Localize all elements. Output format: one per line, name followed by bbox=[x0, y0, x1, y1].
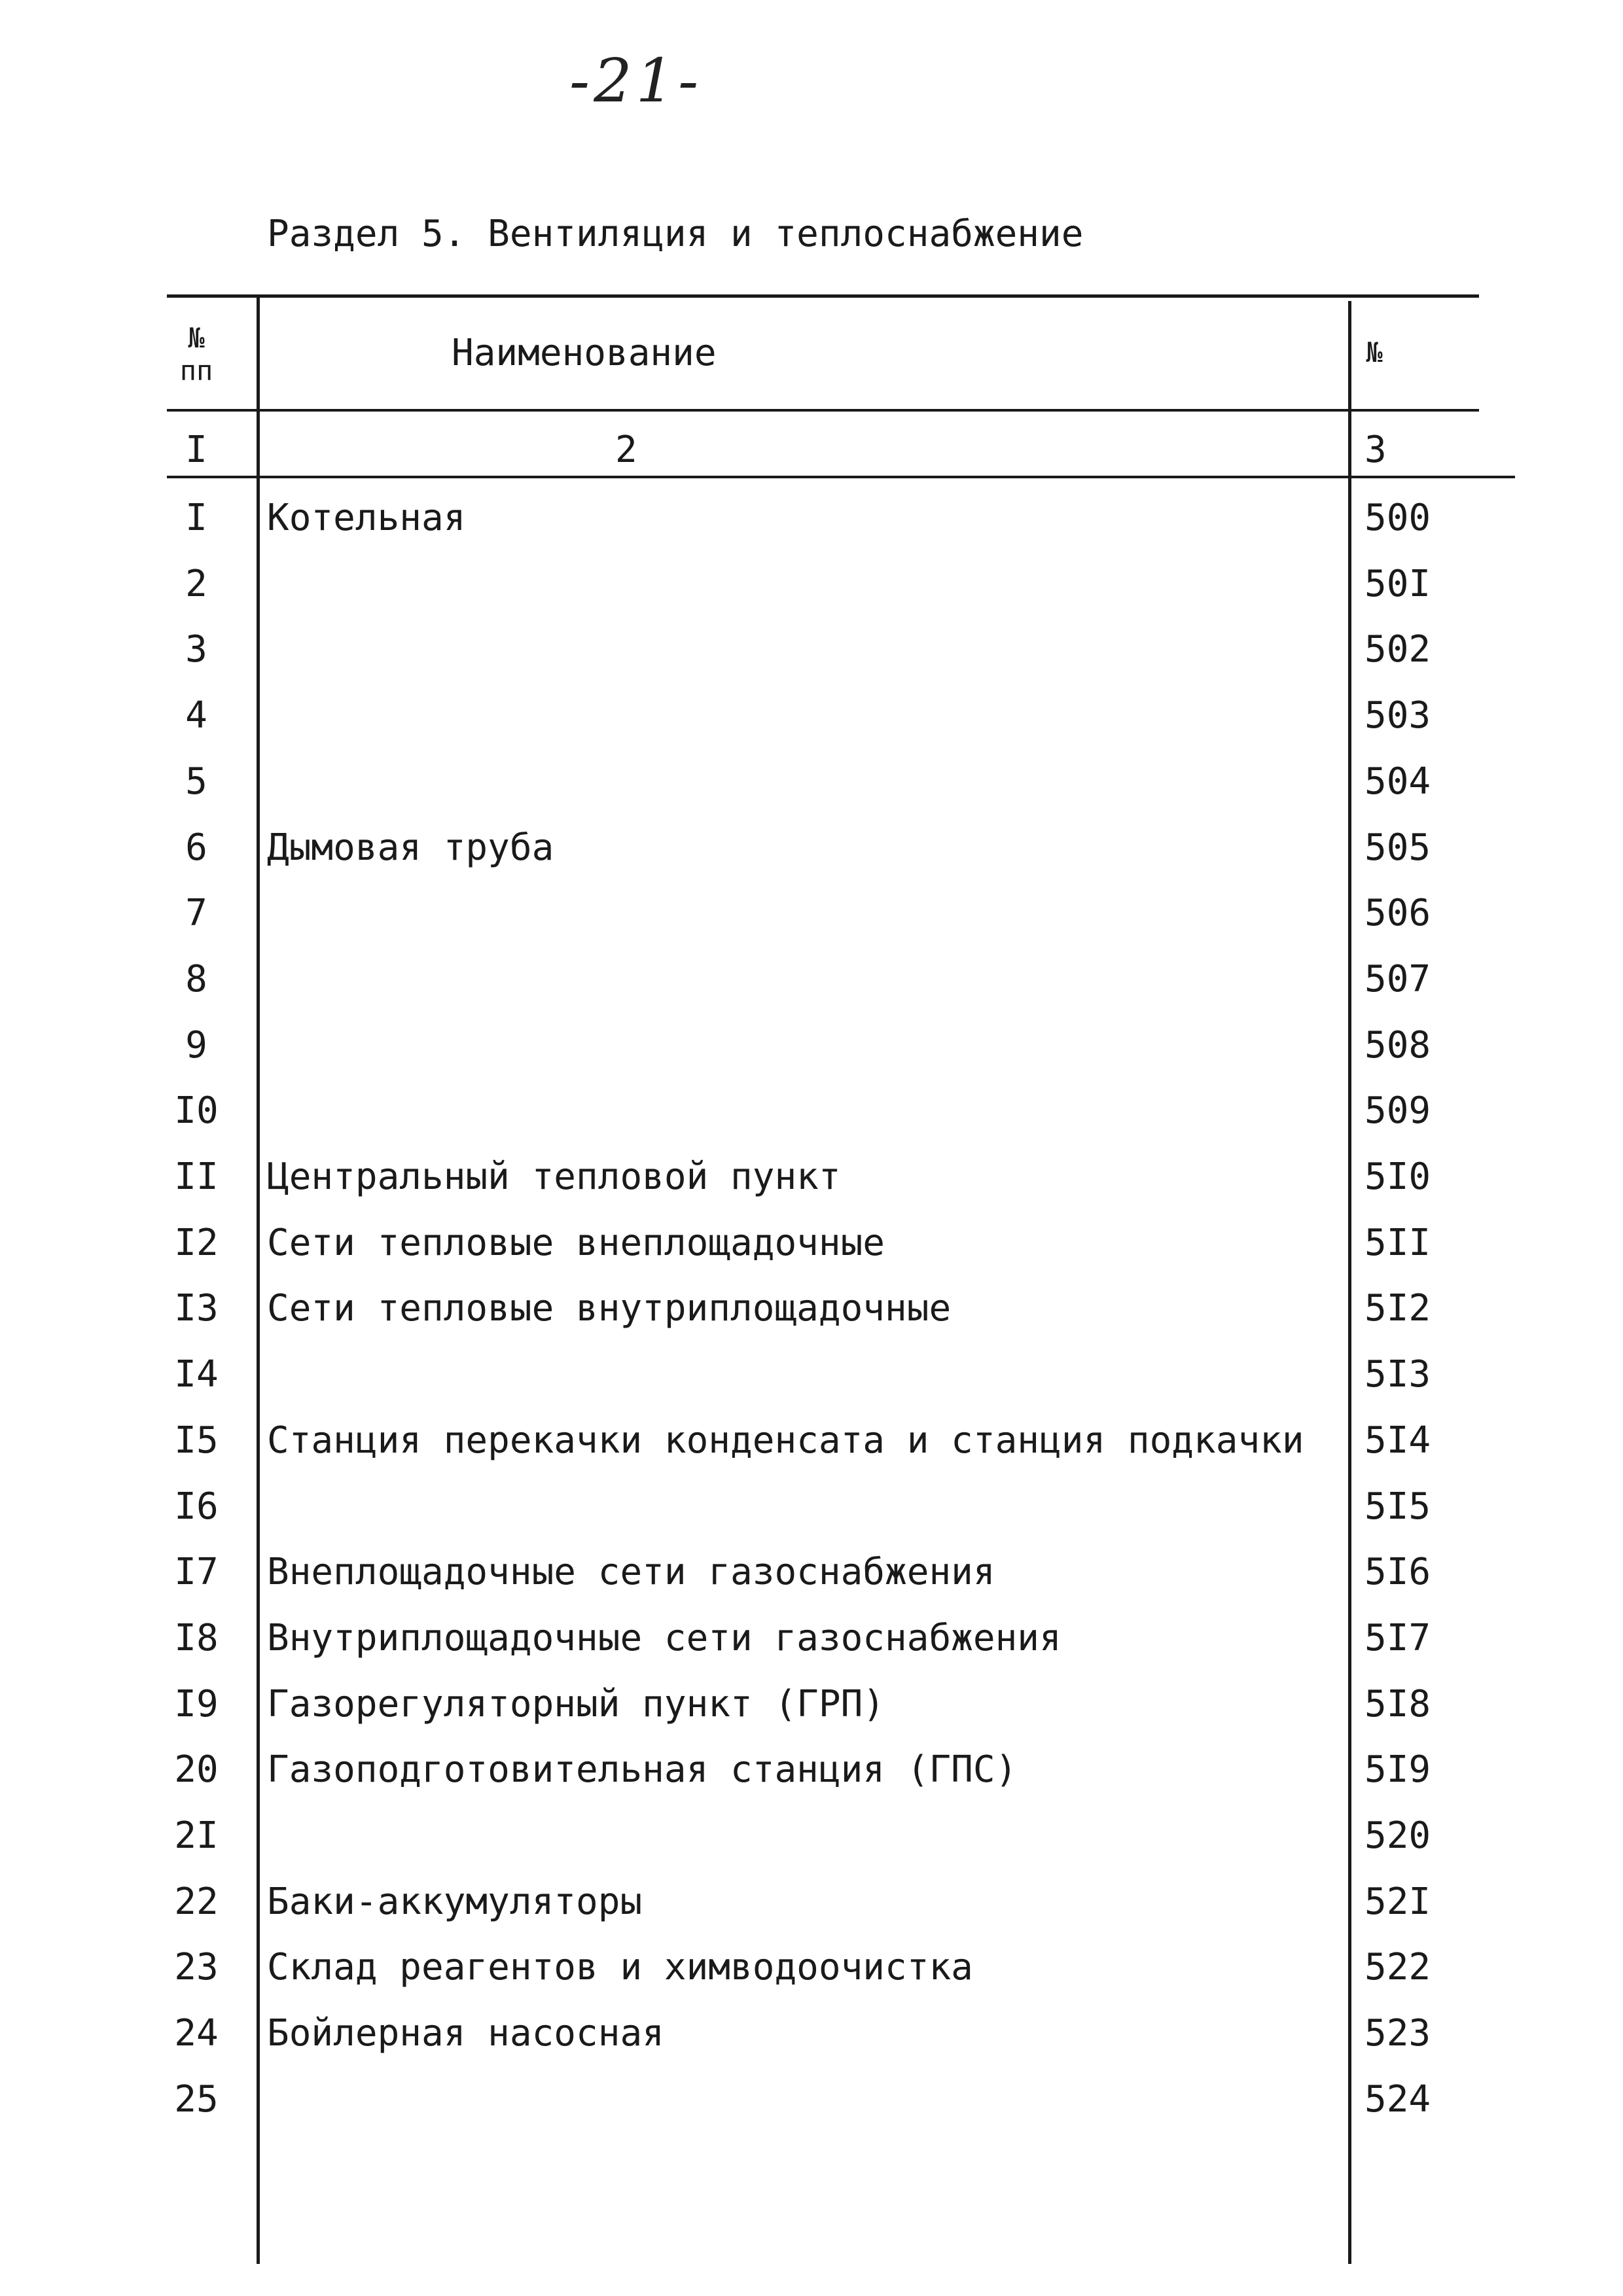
row-number: 25 bbox=[174, 2078, 219, 2121]
row-number: 2 bbox=[185, 563, 207, 605]
row-name: Внутриплощадочные сети газоснабжения bbox=[267, 1617, 1061, 1659]
row-code: 508 bbox=[1364, 1024, 1431, 1067]
row-code: 524 bbox=[1364, 2078, 1431, 2121]
row-code: 503 bbox=[1364, 694, 1431, 737]
row-code: 52I bbox=[1364, 1881, 1431, 1923]
row-name: Котельная bbox=[267, 497, 466, 539]
row-number: 23 bbox=[174, 1946, 219, 1988]
row-number: 22 bbox=[174, 1881, 219, 1923]
column-number-3: 3 bbox=[1364, 429, 1387, 471]
column-numbers-rule bbox=[167, 476, 1515, 478]
row-code: 506 bbox=[1364, 892, 1431, 934]
row-number: I3 bbox=[174, 1287, 219, 1330]
column-number-2: 2 bbox=[615, 429, 637, 471]
row-code: 505 bbox=[1364, 826, 1431, 869]
row-number: I0 bbox=[174, 1089, 219, 1132]
row-number: I2 bbox=[174, 1222, 219, 1264]
row-code: 5I2 bbox=[1364, 1287, 1431, 1330]
row-name: Внеплощадочные сети газоснабжения bbox=[267, 1551, 995, 1593]
header-num-line2: пп bbox=[179, 355, 213, 387]
vertical-rule-right bbox=[1348, 301, 1351, 2264]
row-code: 5II bbox=[1364, 1222, 1431, 1264]
row-code: 5I9 bbox=[1364, 1748, 1431, 1791]
row-code: 5I3 bbox=[1364, 1353, 1431, 1396]
row-code: 507 bbox=[1364, 958, 1431, 1000]
row-number: 6 bbox=[185, 826, 207, 869]
row-code: 5I7 bbox=[1364, 1617, 1431, 1659]
row-number: 4 bbox=[185, 694, 207, 737]
section-title: Раздел 5. Вентиляция и теплоснабжение bbox=[267, 213, 1084, 255]
row-number: 8 bbox=[185, 958, 207, 1000]
row-number: I7 bbox=[174, 1551, 219, 1593]
column-number-1: I bbox=[185, 429, 207, 471]
row-number: 20 bbox=[174, 1748, 219, 1791]
row-code: 50I bbox=[1364, 563, 1431, 605]
header-num-line1: № bbox=[188, 322, 205, 354]
row-number: 9 bbox=[185, 1024, 207, 1067]
row-name: Газорегуляторный пункт (ГРП) bbox=[267, 1683, 885, 1725]
row-number: I6 bbox=[174, 1485, 219, 1528]
row-code: 523 bbox=[1364, 2012, 1431, 2055]
header-name: Наименование bbox=[452, 332, 717, 374]
row-number: I8 bbox=[174, 1617, 219, 1659]
row-code: 502 bbox=[1364, 628, 1431, 671]
row-name: Дымовая труба bbox=[267, 826, 554, 869]
row-name: Газоподготовительная станция (ГПС) bbox=[267, 1748, 1018, 1791]
row-number: I9 bbox=[174, 1683, 219, 1725]
row-number: 2I bbox=[174, 1814, 219, 1857]
table-top-rule bbox=[167, 294, 1479, 298]
row-number: II bbox=[174, 1156, 219, 1198]
row-name: Баки-аккумуляторы bbox=[267, 1881, 643, 1923]
row-name: Сети тепловые внутриплощадочные bbox=[267, 1287, 952, 1330]
row-number: 3 bbox=[185, 628, 207, 671]
row-code: 5I4 bbox=[1364, 1419, 1431, 1462]
row-code: 500 bbox=[1364, 497, 1431, 539]
row-code: 5I5 bbox=[1364, 1485, 1431, 1528]
row-code: 520 bbox=[1364, 1814, 1431, 1857]
row-code: 5I0 bbox=[1364, 1156, 1431, 1198]
row-number: I bbox=[185, 497, 207, 539]
header-code: № bbox=[1366, 336, 1383, 368]
row-number: I4 bbox=[174, 1353, 219, 1396]
row-number: 7 bbox=[185, 892, 207, 934]
row-number: I5 bbox=[174, 1419, 219, 1462]
row-name: Склад реагентов и химводоочистка bbox=[267, 1946, 973, 1988]
row-name: Центральный тепловой пункт bbox=[267, 1156, 841, 1198]
vertical-rule-left bbox=[257, 298, 260, 2264]
row-number: 24 bbox=[174, 2012, 219, 2055]
row-code: 5I8 bbox=[1364, 1683, 1431, 1725]
row-name: Станция перекачки конденсата и станция подкачки bbox=[267, 1419, 1304, 1462]
row-name: Сети тепловые внеплощадочные bbox=[267, 1222, 885, 1264]
row-code: 522 bbox=[1364, 1946, 1431, 1988]
row-code: 5I6 bbox=[1364, 1551, 1431, 1593]
row-number: 5 bbox=[185, 760, 207, 803]
row-name: Бойлерная насосная bbox=[267, 2012, 664, 2055]
row-code: 504 bbox=[1364, 760, 1431, 803]
header-bottom-rule bbox=[167, 409, 1479, 412]
row-code: 509 bbox=[1364, 1089, 1431, 1132]
page-number: -21- bbox=[569, 46, 703, 116]
